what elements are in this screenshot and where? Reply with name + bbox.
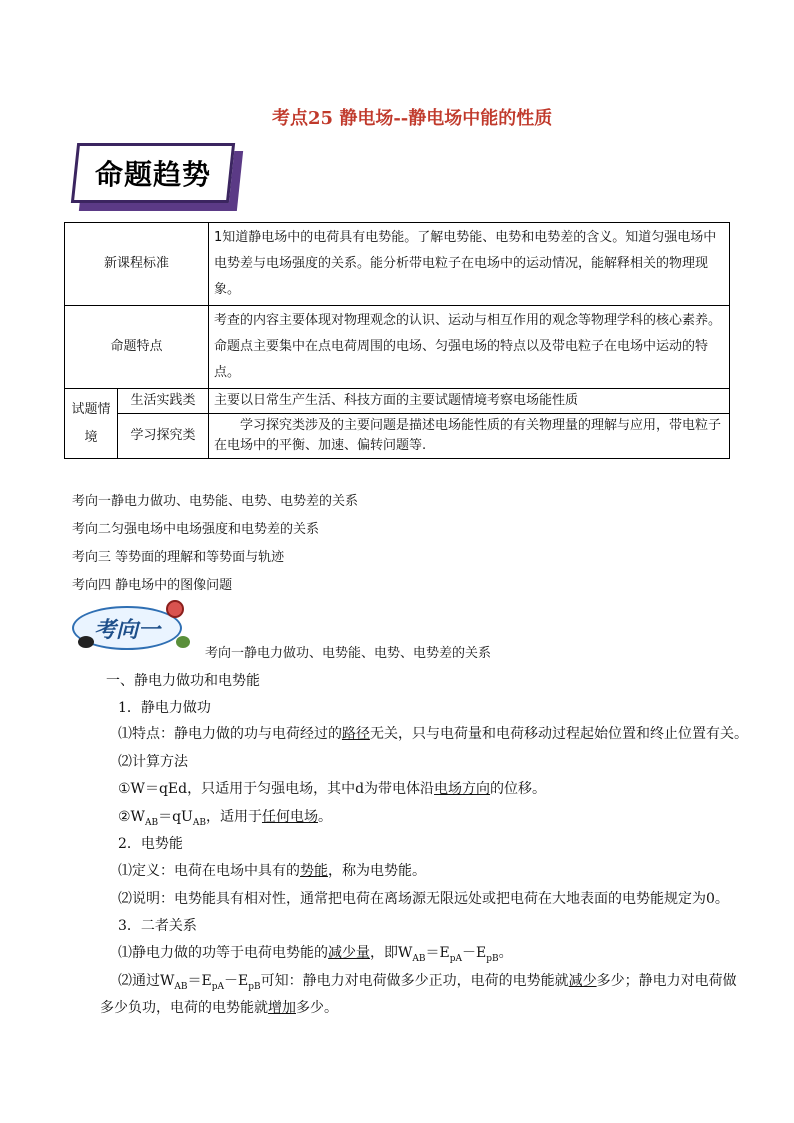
text-run: ，称为电势能。 — [328, 863, 426, 879]
section-heading: 一、静电力做功和电势能 — [106, 673, 260, 689]
paragraph — [118, 860, 426, 880]
text-run: 。 — [498, 945, 513, 961]
table-sub-life: 生活实践类 — [118, 389, 209, 414]
item-heading: 2．电势能 — [118, 836, 183, 852]
direction-item-4: 考向四 静电场中的图像问题 — [72, 578, 233, 593]
banner-label: 命题趋势 — [94, 158, 211, 191]
badge-caption: 考向一静电力做功、电势能、电势、电势差的关系 — [205, 646, 492, 661]
subscript: pA — [211, 981, 225, 992]
table-cell-standard: 1知道静电场中的电荷具有电势能。了解电势能、电势和电势差的含义。知道匀强电场中电势差与电场强度的关系。能分析带电粒子在电场中的运动情况，能解释相关的物理现象。 — [209, 223, 730, 306]
text-run: ⑵通过W — [118, 973, 175, 989]
text-run: －E — [462, 945, 487, 961]
text-run: 的位移。 — [490, 781, 547, 797]
text-run: ＝E — [187, 973, 212, 989]
text-run: ②W — [118, 809, 145, 825]
table-cell-life: 主要以日常生产生活、科技方面的主要试题情境考察电场能性质 — [209, 389, 730, 414]
table-head-context: 试题情境 — [65, 389, 118, 459]
text-run: ，即W — [370, 945, 413, 961]
paragraph — [118, 942, 513, 964]
text-run: ，适用于 — [205, 809, 262, 825]
page-title: 考点25 静电场--静电场中能的性质 — [272, 108, 553, 129]
paragraph — [100, 997, 338, 1017]
subscript: pB — [486, 953, 499, 964]
item-heading: 1．静电力做功 — [118, 700, 211, 716]
table-row — [65, 414, 730, 459]
paragraph — [118, 806, 332, 828]
text-run: 多少；静电力对电荷做 — [596, 973, 737, 989]
underlined-term: 路径 — [342, 726, 370, 742]
table-cell-study: 学习探究类涉及的主要问题是描述电场能性质的有关物理量的理解与应用，带电粒子在电场中的平衡、加速、偏转问题等. — [209, 414, 730, 459]
text-run: 。 — [317, 809, 332, 825]
item-heading: 3．二者关系 — [118, 918, 197, 934]
text-run: 可知：静电力对电荷做多少正功，电荷的电势能就 — [260, 973, 569, 989]
text-run: 多少负功，电荷的电势能就 — [100, 1000, 268, 1016]
paragraph — [118, 723, 748, 743]
direction-badge — [72, 600, 212, 658]
direction-item-3: 考向三 等势面的理解和等势面与轨迹 — [72, 550, 285, 565]
badge-label: 考向一 — [93, 616, 160, 643]
badge-decoration-red — [166, 600, 184, 618]
table-head-features: 命题特点 — [65, 306, 209, 389]
direction-item-1: 考向一静电力做功、电势能、电势、电势差的关系 — [72, 494, 359, 509]
table-head-standard: 新课程标准 — [65, 223, 209, 306]
subscript: AB — [144, 817, 159, 828]
text-run: 无关，只与电荷量和电荷移动过程起始位置和终止位置有关。 — [370, 726, 748, 742]
underlined-term: 增加 — [268, 1000, 296, 1016]
banner-card — [71, 143, 235, 203]
table-row — [65, 223, 730, 306]
table-row — [65, 306, 730, 389]
subscript: pB — [248, 981, 261, 992]
underlined-term: 电场方向 — [434, 781, 491, 797]
subscript: AB — [412, 953, 426, 964]
badge-decoration-black — [78, 636, 94, 648]
trend-banner — [74, 143, 240, 211]
paragraph: ⑵计算方法 — [118, 754, 188, 770]
direction-item-2: 考向二匀强电场中电场强度和电势差的关系 — [72, 522, 320, 537]
text-run: ＝E — [425, 945, 450, 961]
underlined-term: 减少 — [568, 973, 597, 989]
subscript: AB — [192, 817, 206, 828]
text-run: ①W＝qEd，只适用于匀强电场，其中d为带电体沿 — [118, 781, 435, 797]
text-run: －E — [224, 973, 249, 989]
trend-table — [64, 222, 730, 459]
text-run: 多少。 — [296, 1000, 338, 1016]
subscript: AB — [174, 981, 188, 992]
paragraph — [118, 970, 737, 992]
text-run: ⑴静电力做的功等于电荷电势能的 — [118, 945, 328, 961]
table-cell-features: 考查的内容主要体现对物理观念的认识、运动与相互作用的观念等物理学科的核心素养。命题点主要集中在点电荷周围的电场、匀强电场的特点以及带电粒子在电场中运动的特点。 — [209, 306, 730, 389]
paragraph: ⑵说明：电势能具有相对性，通常把电荷在离场源无限远处或把电荷在大地表面的电势能规定为0。 — [118, 891, 729, 907]
paragraph — [118, 778, 546, 798]
subscript: pA — [449, 953, 463, 964]
underlined-term: 减少量 — [328, 945, 370, 961]
table-sub-study: 学习探究类 — [118, 414, 209, 459]
text-run: ＝qU — [158, 809, 193, 825]
badge-decoration-green — [176, 636, 190, 648]
table-row — [65, 389, 730, 414]
underlined-term: 势能 — [300, 863, 328, 879]
text-run: ⑴特点：静电力做的功与电荷经过的 — [118, 726, 342, 742]
text-run: ⑴定义：电荷在电场中具有的 — [118, 863, 300, 879]
underlined-term: 任何电场 — [261, 809, 318, 825]
